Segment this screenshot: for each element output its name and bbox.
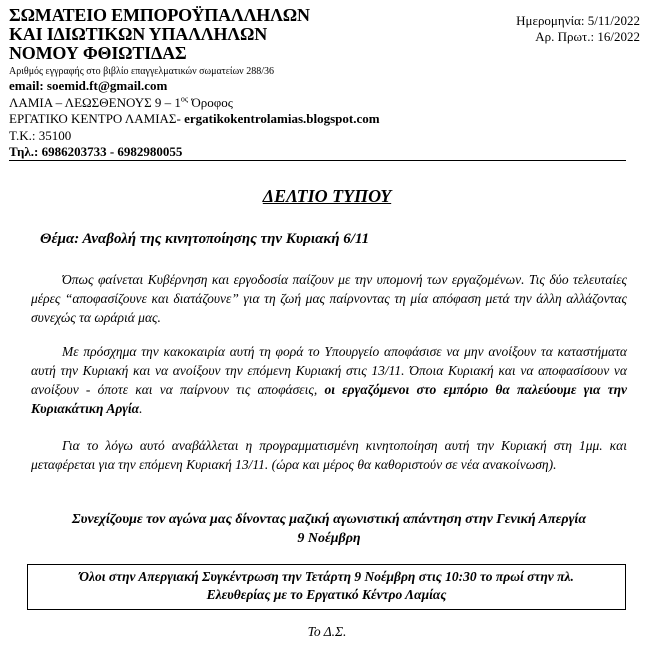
paragraph-2-end: . <box>139 401 143 416</box>
signature: Το Δ.Σ. <box>307 624 347 639</box>
email-link[interactable]: soemid.ft@gmail.com <box>46 78 168 93</box>
address-line <box>9 95 449 112</box>
rally-box <box>27 564 626 610</box>
email-label: email: <box>9 78 44 93</box>
closing-call <box>31 510 627 548</box>
rally-line-2: Ελευθερίας με το Εργατικό Κέντρο Λαμίας <box>206 587 447 602</box>
letterhead <box>9 6 449 161</box>
floor-superscript: ος <box>180 94 189 104</box>
org-name-line1: ΣΩΜΑΤΕΙΟ ΕΜΠΟΡΟΫΠΑΛΛΗΛΩΝ <box>9 5 310 25</box>
document-date: Ημερομηνία: 5/11/2022 <box>516 13 640 28</box>
header-divider <box>9 160 626 161</box>
floor-word: Όροφος <box>188 94 233 110</box>
phones: Τηλ.: 6986203733 - 6982980055 <box>9 144 183 159</box>
paragraph-2-emphasis: οι εργαζόμενοι στο εμπόριο θα παλεύουμε για την Κυριακάτικη Αργία <box>31 382 628 416</box>
blog-link[interactable]: ergatikokentrolamias.blogspot.com <box>184 111 380 126</box>
registry-number: Αριθμός εγγραφής στο βιβλίο επαγγελματικών σωματείων 288/36 <box>9 66 274 77</box>
closing-line-2: 9 Νοέμβρη <box>297 531 361 546</box>
labor-center-label: ΕΡΓΑΤΙΚΟ ΚΕΝΤΡΟ ΛΑΜΙΑΣ- <box>9 111 185 126</box>
org-name-line2: ΚΑΙ ΙΔΙΩΤΙΚΩΝ ΥΠΑΛΛΗΛΩΝ <box>9 24 267 44</box>
document-meta <box>516 13 640 45</box>
email-line <box>9 78 449 95</box>
document-title: ΔΕΛΤΙΟ ΤΥΠΟΥ <box>262 186 392 206</box>
postcode: Τ.Κ.: 35100 <box>9 127 72 143</box>
closing-line-1: Συνεχίζουμε τον αγώνα μας δίνοντας μαζική αγωνιστική απάντηση στην Γενική Απεργία <box>71 512 587 527</box>
rally-line-1: Όλοι στην Απεργιακή Συγκέντρωση την Τετάρτη 9 Νοέμβρη στις 10:30 το πρωί στην πλ. <box>79 569 574 584</box>
address-main: ΛΑΜΙΑ – ΛΕΩΣΘΕΝΟΥΣ 9 – 1 <box>9 94 181 110</box>
paragraph-2 <box>31 342 627 418</box>
protocol-number: Αρ. Πρωτ.: 16/2022 <box>535 29 640 44</box>
subject-line: Θέμα: Αναβολή της κινητοποίησης την Κυριακή 6/11 <box>40 231 370 247</box>
paragraph-3: Για το λόγω αυτό αναβάλλεται η προγραμματισμένη κινητοποίηση αυτή την Κυριακή στη 1μμ. και μεταφέρεται για την επόμενη Κυριακή 13/11. (ώρα και μέρος θα καθοριστούν σε νέα ανακοίνωση). <box>31 438 627 472</box>
labor-center-line <box>9 111 449 128</box>
org-name-line3: ΝΟΜΟΥ ΦΘΙΩΤΙΔΑΣ <box>9 43 187 63</box>
paragraph-1: Όπως φαίνεται Κυβέρνηση και εργοδοσία παίζουν με την υπομονή των εργαζομένων. Τις δύο τελευταίες μέρες “αποφασίζουνε και διατάζουνε” για τη ζωή μας παίρνοντας τη μία απόφαση μετά την άλλη αλλάζοντας συνεχώς τα ωράριά μας. <box>31 272 627 325</box>
paragraph-2-text: Με πρόσχημα την κακοκαιρία αυτή τη φορά το Υπουργείο αποφάσισε να μην ανοίξουν τα καταστήματα αυτή την Κυριακή και να ανοίξουν την επόμενη Κυριακή στις 13/11. Όποια Κυριακή και να αποφασίσουν να ανοίξουν - όποτε και να παίρνουν τις αποφάσεις, <box>31 344 627 397</box>
